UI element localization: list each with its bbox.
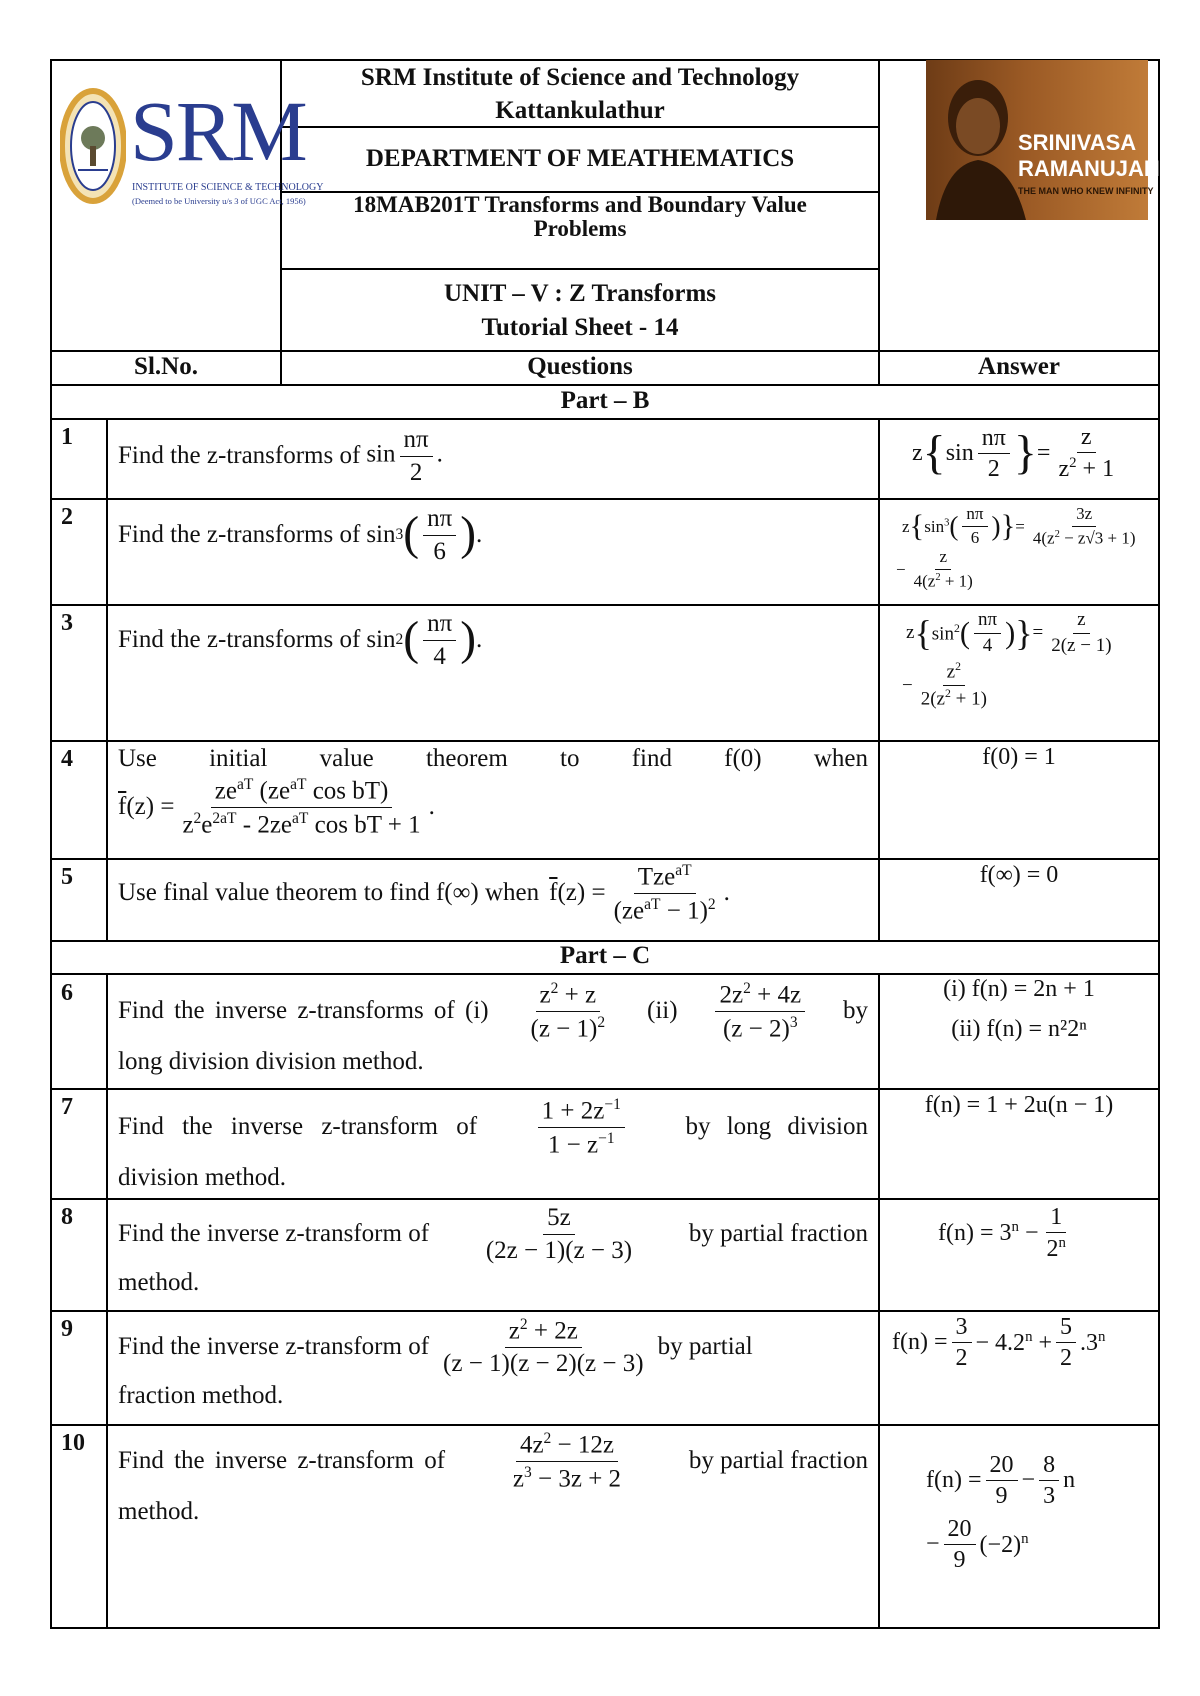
part-c-heading: Part – C <box>559 942 651 969</box>
srm-logo-sub2: (Deemed to be University u/s 3 of UGC Act, 1956) <box>132 196 306 206</box>
column-header-slno: Sl.No. <box>134 353 198 380</box>
institute-name: SRM Institute of Science and Technology <box>360 64 800 91</box>
question-8 <box>118 1204 868 1298</box>
question-9-line2: fraction method. <box>118 1382 284 1410</box>
answer-5: f(∞) = 0 <box>979 862 1059 888</box>
answer-9: f(n) = $\frac{3}{2}$ − $4.2^n$ + $\frac{5}{2}$ .3$^n$ <box>892 1314 1106 1372</box>
question-8-text: Find the inverse z-transform of <box>118 1220 430 1247</box>
question-4-text: Use initial value theorem to find f(0) when <box>118 745 868 772</box>
row-number-2: 2 <box>61 504 73 530</box>
question-10-tail: by partial fraction <box>688 1447 868 1475</box>
answer-1: z { sin $\frac{n\pi}{2}$ } = $\frac{z}{z^2 + 1}$ <box>912 424 1115 483</box>
srm-logo-text: SRM <box>130 83 306 179</box>
row-number-5: 5 <box>61 864 73 890</box>
question-10-text: Find the inverse z-transform of <box>118 1447 446 1475</box>
question-2 <box>118 505 868 565</box>
question-3-text: Find the z-transforms of <box>118 626 361 653</box>
question-9 <box>118 1316 868 1411</box>
answer-10: f(n) = $\frac{20}{9}$ − $\frac{8}{3}$ n − $\frac{20}{9}$ $(-2)^n$ <box>926 1452 1076 1574</box>
question-4 <box>118 744 868 839</box>
question-3 <box>118 610 868 670</box>
ramanujan-portrait <box>926 60 1160 220</box>
question-4-math: $\overline{f}$ (z) = $\frac{ze^{aT} (ze^{aT} \cos bT)}{z^2e^{2aT} - 2ze^{aT} \cos bT + 1}$ . <box>118 776 435 839</box>
question-1 <box>118 426 868 486</box>
column-header-answer: Answer <box>978 353 1060 380</box>
question-6-fraction-ii: $\frac{2z^2 + 4z}{(z - 2)^3}$ <box>715 980 805 1043</box>
question-7-fraction: $\frac{1 + 2z^{-1}}{1 - z^{-1}}$ <box>538 1096 625 1159</box>
question-7-line2: division method. <box>118 1163 287 1191</box>
question-6-mid: (ii) <box>647 997 678 1025</box>
question-6-text: Find the inverse z-transforms of (i) <box>118 997 489 1025</box>
question-2-math: sin 3 ( $\frac{n\pi}{6}$ ) . <box>366 505 483 565</box>
question-10-line2: method. <box>118 1497 200 1525</box>
question-7-text: Find the inverse z-transform of <box>118 1113 478 1141</box>
question-6-line2: long division division method. <box>118 1047 424 1075</box>
answer-8: $f(n) = 3^n$ − $\frac{1}{2^n}$ <box>938 1204 1066 1263</box>
question-6-fraction-i: $\frac{z^2 + z}{(z - 1)^2}$ <box>530 980 606 1043</box>
question-7-tail: by long division <box>685 1113 868 1141</box>
question-6 <box>118 980 868 1077</box>
course-title-line2: Problems <box>533 216 627 241</box>
question-8-line2: method. <box>118 1269 200 1296</box>
part-b-heading: Part – B <box>560 387 650 414</box>
row-number-7: 7 <box>61 1094 73 1120</box>
answer-6-ii: (ii) f(n) = n²2ⁿ <box>951 1016 1087 1042</box>
question-1-text: Find the z-transforms of <box>118 442 361 469</box>
answer-6-i: (i) f(n) = 2n + 1 <box>943 976 1095 1002</box>
question-10-fraction: $\frac{4z^2 - 12z}{z^3 - 3z + 2}$ <box>512 1430 622 1493</box>
srm-emblem-icon <box>60 88 126 204</box>
question-9-text: Find the inverse z-transform of <box>118 1332 430 1360</box>
department-name: DEPARTMENT OF MEATHEMATICS <box>365 145 795 172</box>
answer-3: z { $\sin^2$ ( $\frac{n\pi}{4}$ ) } = $\frac{z}{2(z - 1)}$ − $\frac{z^2}{2(z^2 + 1)}$ <box>902 609 1112 710</box>
row-number-6: 6 <box>61 980 73 1006</box>
question-2-text: Find the z-transforms of <box>118 521 361 548</box>
row-number-10: 10 <box>61 1430 85 1456</box>
row-number-3: 3 <box>61 610 73 636</box>
answer-2: z { $\sin^3$ ( $\frac{n\pi}{6}$ ) } = $\frac{3z}{4(z^2 - z√3 + 1)}$ − $\frac{z}{4(z^2 + 1)}$ <box>896 504 1136 591</box>
answer-7: f(n) = 1 + 2u(n − 1) <box>924 1092 1114 1118</box>
question-9-fraction: $\frac{z^2 + 2z}{(z - 1)(z - 2)(z - 3)}$ <box>443 1316 644 1377</box>
portrait-name-1: SRINIVASA <box>1018 130 1137 155</box>
unit-title: UNIT – V : Z Transforms <box>443 280 717 307</box>
column-header-questions: Questions <box>527 353 633 380</box>
portrait-tagline: THE MAN WHO KNEW INFINITY <box>1018 186 1154 196</box>
question-5-text: Use final value theorem to find f(∞) when <box>118 879 540 907</box>
row-number-4: 4 <box>61 746 73 772</box>
portrait-name-2: RAMANUJAN <box>1018 156 1160 181</box>
row-number-9: 9 <box>61 1316 73 1342</box>
question-7 <box>118 1096 868 1193</box>
question-5-math: $\overline{f}$ (z) = $\frac{Tze^{aT}}{(ze^{aT} - 1)^2}$ . <box>549 862 730 925</box>
srm-logo-sub1: INSTITUTE OF SCIENCE & TECHNOLOGY <box>132 182 324 193</box>
question-10 <box>118 1430 868 1527</box>
question-6-tail: by <box>842 997 868 1025</box>
srm-logo <box>60 83 324 224</box>
question-3-math: sin 2 ( $\frac{n\pi}{4}$ ) . <box>366 610 483 670</box>
question-1-math: sin $\frac{n\pi}{2}$ . <box>366 426 443 486</box>
question-9-tail: by partial <box>657 1332 753 1360</box>
question-8-tail: by partial fraction <box>688 1220 868 1247</box>
course-title-line1: 18MAB201T Transforms and Boundary Value <box>353 192 807 217</box>
row-number-8: 8 <box>61 1204 73 1230</box>
question-5 <box>118 862 868 925</box>
sheet-title: Tutorial Sheet - 14 <box>481 314 679 341</box>
answer-4: f(0) = 1 <box>982 744 1056 770</box>
campus-name: Kattankulathur <box>495 97 665 124</box>
row-number-1: 1 <box>61 424 73 450</box>
question-8-fraction: $\frac{5z}{(2z - 1)(z - 3)}$ <box>485 1204 633 1264</box>
